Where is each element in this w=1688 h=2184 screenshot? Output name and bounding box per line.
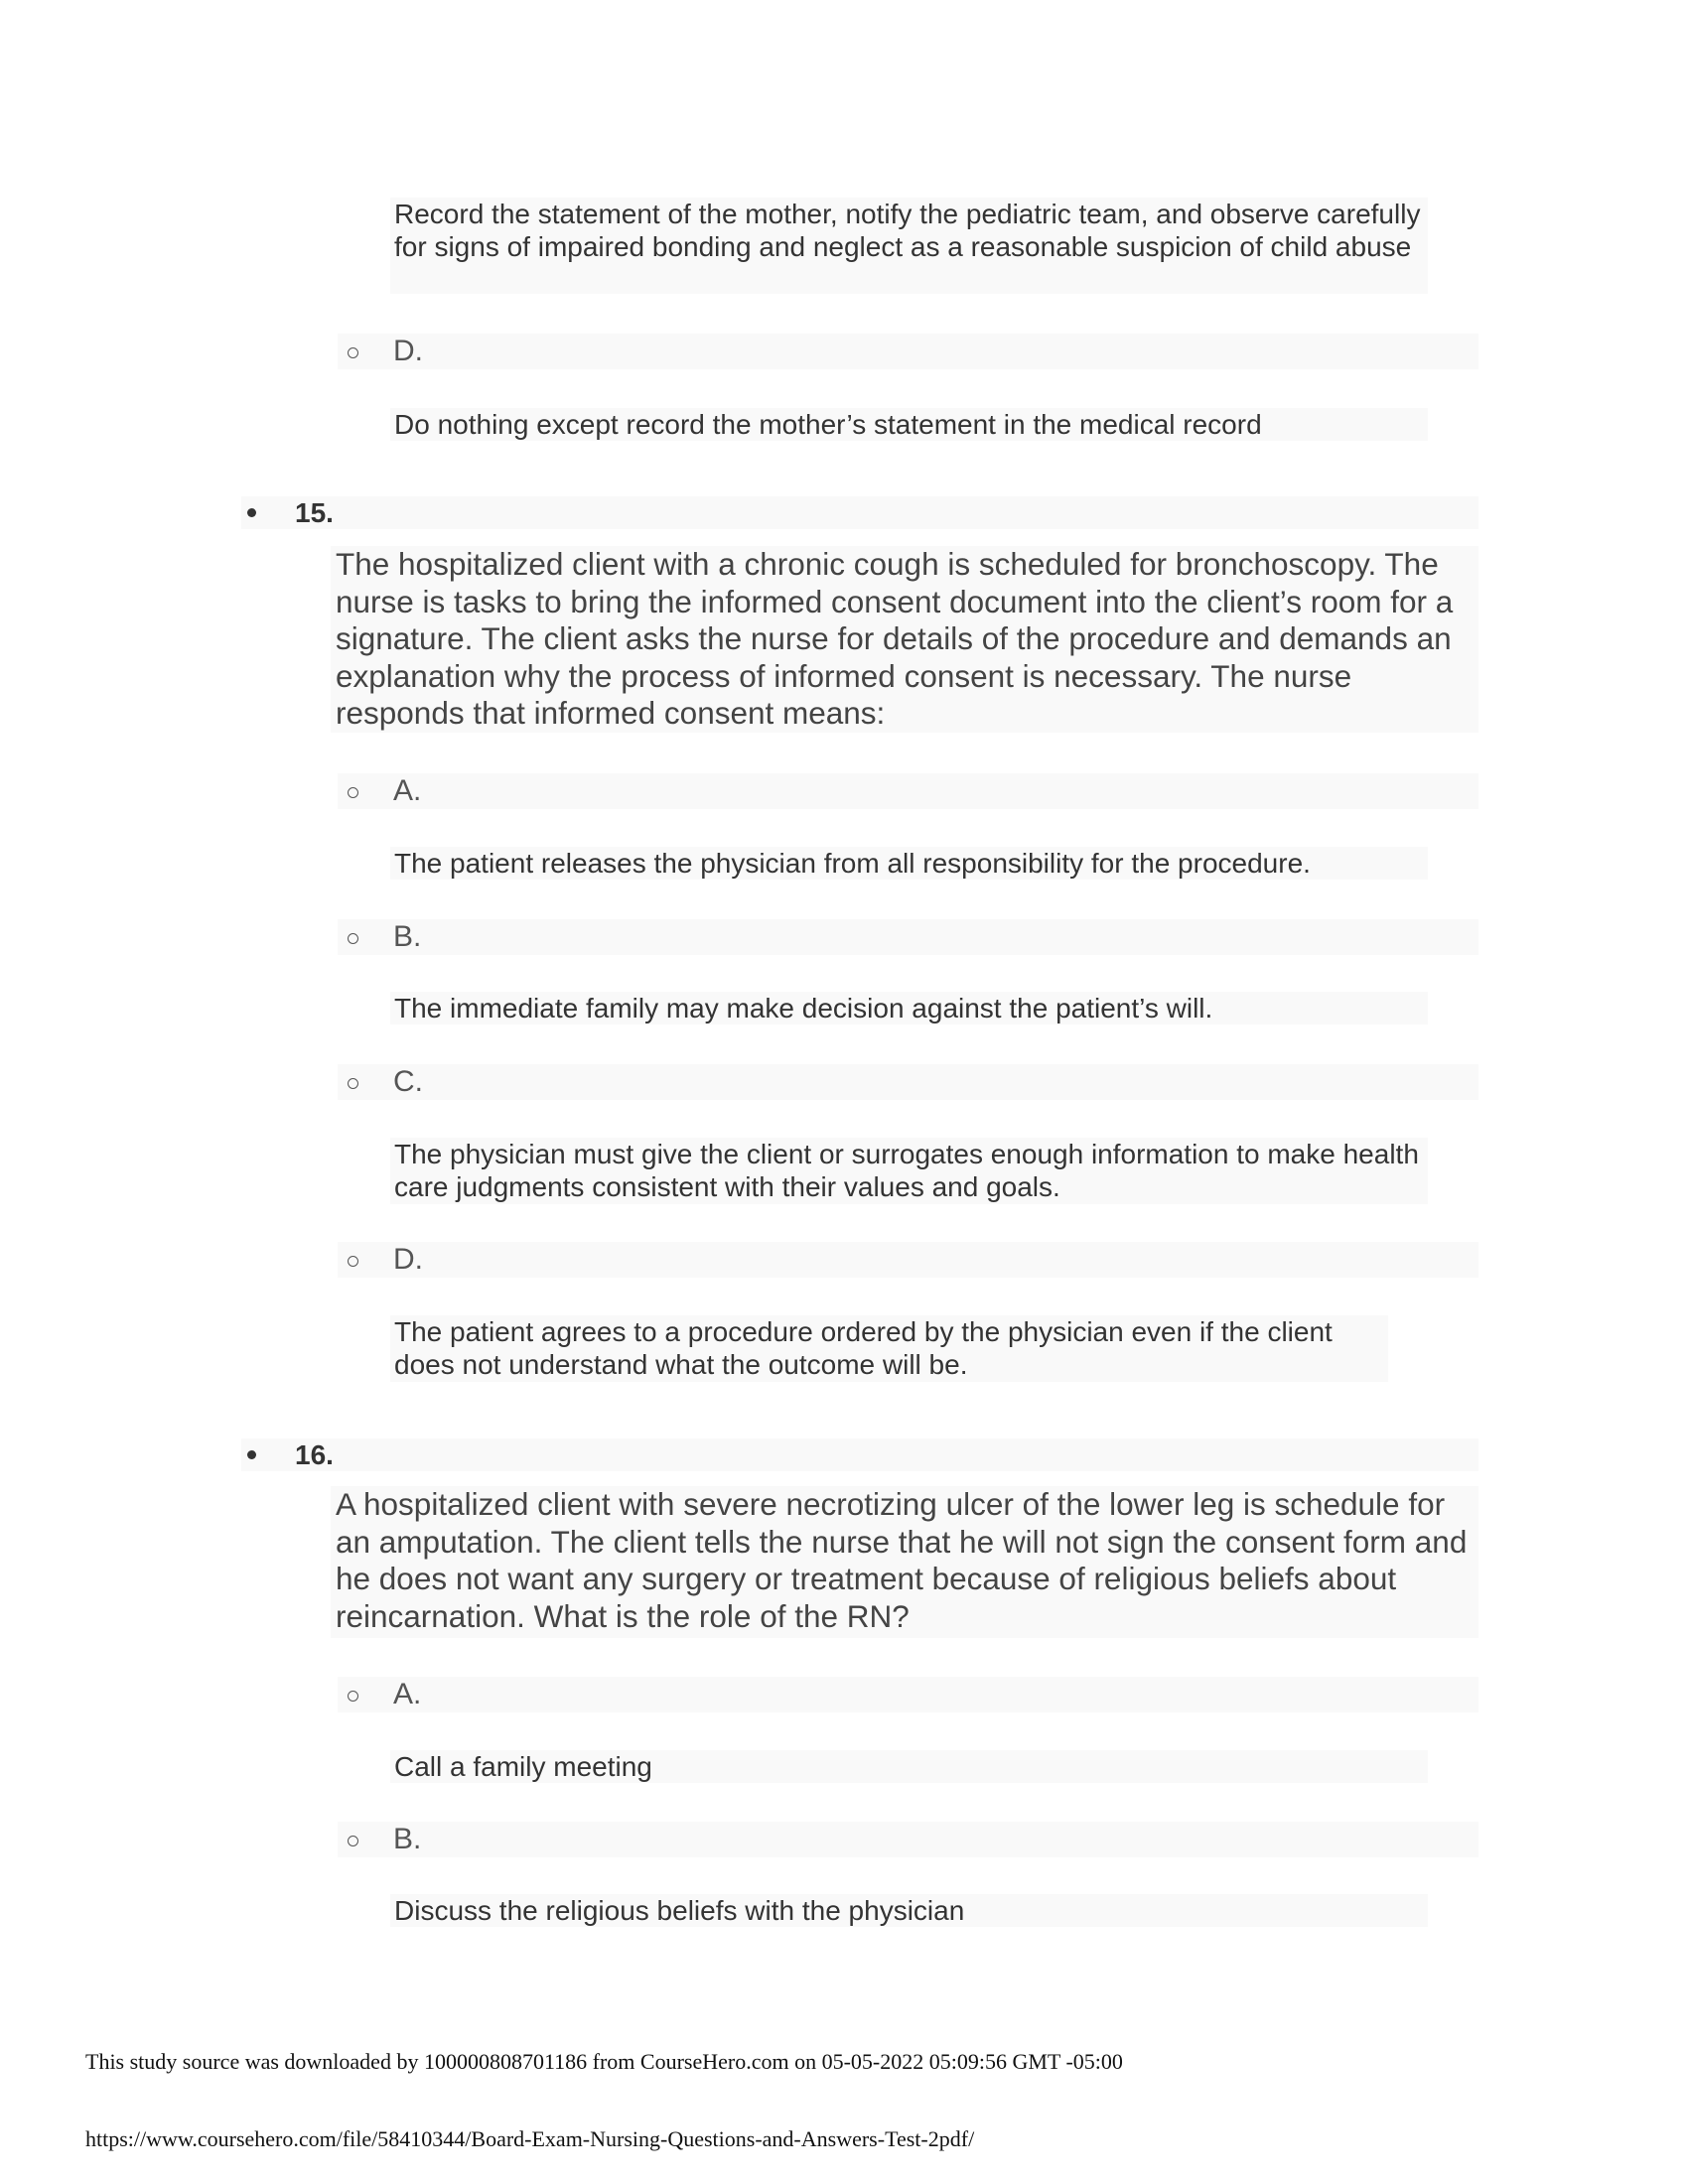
radio-circle-icon[interactable]: [348, 347, 358, 358]
question-text-15: The hospitalized client with a chronic cough is scheduled for bronchoscopy. The nurse is tasks to bring the informed consent document into the client’s room for a signature. The client asks the nurse for details of the procedure and demands an explanation why the process of informed consent is necessary. The nurse responds that informed consent means:: [331, 546, 1478, 733]
bullet-icon: [247, 1450, 256, 1459]
radio-circle-icon[interactable]: [348, 787, 358, 798]
option-row-16a[interactable]: [338, 1677, 1478, 1712]
question-number-15: [241, 496, 1478, 529]
answer-text-15d: The patient agrees to a procedure ordered by the physician even if the client does not understand what the outcome will be.: [390, 1315, 1388, 1382]
answer-text-15b: The immediate family may make decision against the patient’s will.: [390, 992, 1428, 1024]
answer-text-16b: Discuss the religious beliefs with the physician: [390, 1894, 1428, 1927]
option-label: A.: [393, 774, 422, 807]
question-number-label: 15.: [295, 497, 334, 528]
option-label: B.: [393, 920, 422, 953]
answer-text-15a: The patient releases the physician from all responsibility for the procedure.: [390, 847, 1428, 880]
option-label: D.: [393, 335, 423, 367]
source-url[interactable]: https://www.coursehero.com/file/58410344/Board-Exam-Nursing-Questions-and-Answers-Test-2pdf/: [85, 2126, 975, 2151]
option-row-15a[interactable]: [338, 773, 1478, 809]
question-text-16: A hospitalized client with severe necrotizing ulcer of the lower leg is schedule for an amputation. The client tells the nurse that he will not sign the consent form and he does not want any surgery or treatment because of religious beliefs about reincarnation. What is the role of the RN?: [331, 1486, 1478, 1638]
option-label: C.: [393, 1065, 423, 1098]
radio-circle-icon[interactable]: [348, 1836, 358, 1846]
option-row-15c[interactable]: [338, 1064, 1478, 1100]
option-label: D.: [393, 1243, 423, 1276]
option-row-14d[interactable]: [338, 334, 1478, 369]
radio-circle-icon[interactable]: [348, 933, 358, 944]
radio-circle-icon[interactable]: [348, 1691, 358, 1702]
option-row-15b[interactable]: [338, 919, 1478, 955]
radio-circle-icon[interactable]: [348, 1256, 358, 1267]
answer-text-16a: Call a family meeting: [390, 1750, 1428, 1783]
option-label: B.: [393, 1823, 422, 1855]
answer-text-15c: The physician must give the client or surrogates enough information to make health care judgments consistent with their values and goals.: [390, 1138, 1428, 1204]
option-row-15d[interactable]: [338, 1242, 1478, 1278]
answer-text-14c: Record the statement of the mother, notify the pediatric team, and observe carefully for signs of impaired bonding and neglect as a reasonable suspicion of child abuse: [390, 198, 1428, 294]
answer-text-14d: Do nothing except record the mother’s statement in the medical record: [390, 408, 1428, 441]
bullet-icon: [247, 508, 256, 517]
option-row-16b[interactable]: [338, 1822, 1478, 1857]
question-number-label: 16.: [295, 1439, 334, 1470]
download-notice: This study source was downloaded by 100000808701186 from CourseHero.com on 05-05-2022 05:09:56 GMT -05:00: [85, 2049, 1123, 2074]
radio-circle-icon[interactable]: [348, 1078, 358, 1089]
question-number-16: [241, 1438, 1478, 1471]
option-label: A.: [393, 1678, 422, 1710]
